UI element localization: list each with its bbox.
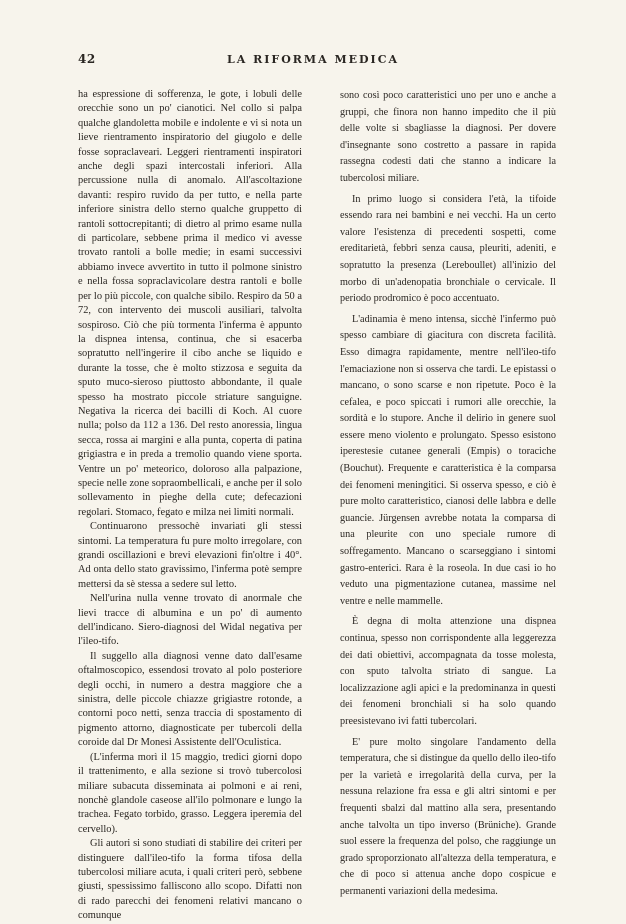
paragraph: E' pure molto singolare l'andamento della temperatura, che si distingue da quello dello ileo-tifo per la varietà e irregolarità della curva, per la nessuna relazione fra essa e gli altri sintomi e per frequenti sbalzi dal mattino alla sera, presentando anche talvolta un tipo inverso (Brüniche). Grande suol essere la frequenza del polso, che raggiunge un grado sproporzionato all'altezza della temperatura, e che di poco si attenua anche dopo cospicue e permanenti variazioni della medesima. bbox=[340, 736, 556, 897]
paragraph: Gli autori si sono studiati di stabilire dei criteri per distinguere dall'ileo-tifo la forma tifosa della tubercolosi miliare acuta, i quali criteri però, sebbene giusti, spessissimo falliscono allo scopo. Difatti non di rado parecchi dei fenomeni relativi mancano o comunque bbox=[78, 838, 302, 922]
right-column bbox=[340, 88, 556, 901]
journal-title: LA RIFORMA MEDICA bbox=[227, 53, 399, 66]
paragraph: Continuarono pressochè invariati gli stessi sintomi. La temperatura fu pure molto irregolare, con grandi oscillazioni e brevi elevazioni fin'oltre i 40°. Ad onta dello stato gravissimo, l'inferma potè sempre mettersi da sè stessa a sedere sul letto. bbox=[78, 521, 302, 590]
paragraph: sono così poco caratteristici uno per uno e anche a gruppi, che finora non hanno impedito che il più delle volte si sbagliasse la diagnosi. Per dovere d'insegnante sono costretto a passare in rapida rassegna codesti dati che stanno a indicare la tubercolosi miliare. bbox=[340, 90, 556, 184]
paragraph: (L'inferma morì il 15 maggio, tredici giorni dopo il trattenimento, e alla sezione si trovò tubercolosi miliare subacuta disseminata ai polmoni e ai reni, nonchè glandole caseose all'ilo polmonare e lungo la trachea. Fegato torbido, grasso. Leggera iperemia del cervello). bbox=[78, 751, 302, 835]
page-number: 42 bbox=[78, 52, 96, 66]
page-header bbox=[78, 52, 548, 68]
paragraph: Nell'urina nulla venne trovato di anormale che lievi tracce di albumina e un po' di aumento dell'indicano. Siero-diagnosi del Widal negativa per l'ileo-tifo. bbox=[78, 593, 302, 648]
paragraph: Il suggello alla diagnosi venne dato dall'esame oftalmoscopico, essendosi trovato al polo posteriore degli occhi, in numero a destra maggiore che a sinistra, delle piccole chiazze grigiastre rotonde, a contorni poco netti, senza traccia di spostamento di pigmento attorno, diagnosticate per tubercoli della coroide dal Dr Monesi Assistente dell'Oculistica. bbox=[78, 650, 302, 749]
paragraph: È degna di molta attenzione una dispnea continua, spesso non corrispondente alla leggerezza dei dati obiettivi, accompagnata da tosse molesta, con sputo talvolta striato di sangue. La localizzazione agli apici e la predominanza in questi dei fenomeni bronchiali si ha solo quando preesistevano ivi fatti tubercolari. bbox=[340, 616, 556, 727]
paragraph: In primo luogo si considera l'età, la tifoide essendo rara nei bambini e nei vecchi. Ha un certo valore l'esistenza di precedenti sospetti, come ereditarietà, febbri senza causa, pleuriti, adeniti, e sopratutto la presenza (Lereboullet) all'inizio del morbo di un'adenopatia bronchiale o cervicale. Il periodo prodromico è poco accentuato. bbox=[340, 193, 556, 305]
paragraph: L'adinamia è meno intensa, sicchè l'infermo può spesso cambiare di giacitura con discreta facilità. Esso dimagra rapidamente, mentre nell'ileo-tifo l'emaciazione non si osserva che tardi. Le epistassi o mancano, o sono scarse e non ripetute. Poco è la cefalea, e poco spiccati i rumori alle orecchie, la sordità e lo stupore. Anche il delirio in genere suol essere meno violento e prolungato. Spesso esistono iperestesie cutanee generali (Empis) o toraciche (Bouchut). Frequente e caratteristica è la comparsa dei fenomeni meningitici. Si osserva spesso, e ciò è pure molto caratteristico, cianosi delle labbra e delle guancie. Jürgensen avrebbe notata la comparsa di una pleurite con uno speciale rumore di soffregamento. Mancano o scarseggiano i sintomi gastro-enterici. Rara è la roseola. In due casi io ho veduto una pigmentazione cutanea, massime nel ventre e nelle mammelle. bbox=[340, 313, 556, 607]
paragraph: ha espressione di sofferenza, le gote, i lobuli delle orecchie sono un po' cianotici. Nel collo si palpa qualche glandoletta mobile e indolente e vi si nota un lieve rientramento inspiratorio del giugolo e delle fosse sopraclaveari. Leggeri rientramenti inspiratori anche degli spazi intercostali inferiori. Alla percussione nulla di anomalo. All'ascoltazione davanti: respiro ruvido da per tutto, e nella parte inferiore sinistra dello sterno qualche gruppetto di rantoli sottocrepitanti; di dietro al primo esame nulla di particolare, sebbene prima il medico vi avesse trovato rantoli a bolle medie; in esami successivi abbiamo invece avvertito in tutto il polmone sinistro e nella fossa sopraclavicolare destra rantoli e bolle per lo più piccole, con qualche sibilo. Respiro da 50 a 72, con intervento dei muscoli ausiliari, talvolta sospiroso. Ciò che più tormenta l'inferma è appunto la dispnea intensa, continua, che si esacerba sopratutto nell'ingerire il cibo anche se liquido e durante la tosse, che è molto stizzosa e seguita da sputo muco-sieroso piuttosto abbondante, il quale spesso ha mostrato piccole striature sanguigne. Negativa la ricerca dei bacilli di Koch. Al cuore nulla; polso da 112 a 136. Del resto anoressia, lingua secca, rossa ai margini e alla punta, coperta di patina grigiastra e in preda a tremolio quando viene sporta. Ventre un po' meteorico, doloroso alla palpazione, specie nelle zone sopraombellicali, e anche per il solo sollevamento in pieghe della cute; defecazioni regolari. Stomaco, fegato e milza nei limiti normali. bbox=[78, 89, 302, 518]
left-column bbox=[78, 88, 302, 924]
